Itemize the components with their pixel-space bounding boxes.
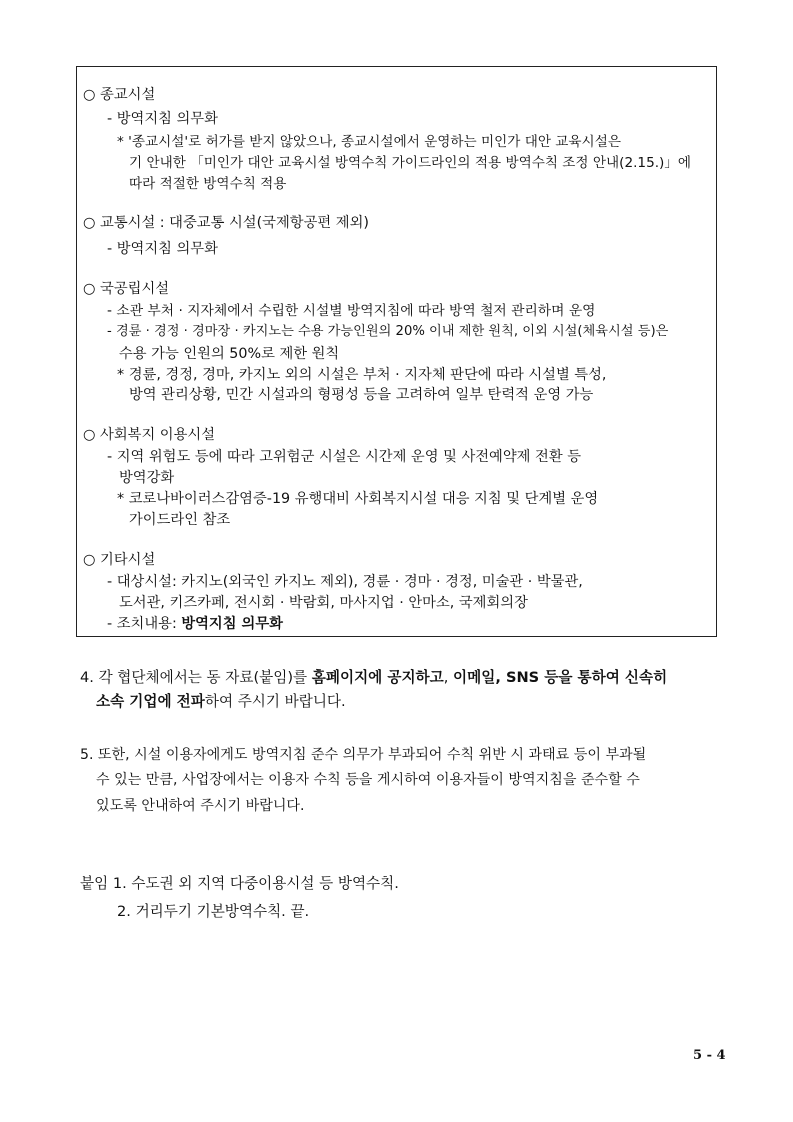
paragraph-5-line-3: 있도록 안내하여 주시기 바랍니다. — [96, 798, 305, 814]
welfare-item-1-line-2: 방역강화 — [119, 470, 175, 486]
p4-bold-spread: 소속 기업에 전파 — [96, 693, 205, 710]
section-title-transport: ○ 교통시설 : 대중교통 시설(국제항공편 제외) — [83, 215, 369, 231]
public-item-2-line-1: - 경륜 · 경정 · 경마장 · 카지노는 수용 가능인원의 20% 이내 제한 원칙, 이외 시설(체육시설 등)은 — [107, 324, 669, 339]
attachment-2: 2. 거리두기 기본방역수칙. 끝. — [117, 903, 310, 920]
section-title-other: ○ 기타시설 — [83, 552, 156, 568]
transport-item-1: - 방역지침 의무화 — [107, 241, 218, 257]
other-item-1-line-1: - 대상시설: 카지노(외국인 카지노 제외), 경륜 · 경마 · 경정, 미술관 · 박물관, — [107, 574, 583, 590]
religion-note-line-2: 기 안내한 「미인가 대안 교육시설 방역수칙 가이드라인의 적용 방역수칙 조정 안내(2.15.)」에 — [129, 155, 692, 171]
religion-note-text-1: * '종교시설'로 허가를 받지 않았으나, 종교시설에서 운영하는 미인가 대안 교육시설은 — [117, 134, 621, 150]
other-item-2-bold: 방역지침 의무화 — [181, 616, 283, 632]
section-title-welfare: ○ 사회복지 이용시설 — [83, 427, 216, 443]
p4-rest: 하여 주시기 바랍니다. — [204, 693, 346, 710]
p4-bold-email: 이메일, SNS 등을 통하여 신속히 — [453, 669, 668, 686]
p4-seg1: 4. 각 협단체에서는 동 자료(붙임)를 — [80, 669, 312, 686]
page-number: 5 - 4 — [693, 1048, 726, 1063]
guidelines-box — [76, 66, 717, 637]
welfare-item-1-line-1: - 지역 위험도 등에 따라 고위험군 시설은 시간제 운영 및 사전예약제 전환 등 — [107, 449, 582, 465]
paragraph-4-line-2 — [96, 692, 346, 712]
p4-seg3: , — [443, 669, 454, 686]
section-title-religion: ○ 종교시설 — [83, 87, 156, 103]
paragraph-5-line-1: 5. 또한, 시설 이용자에게도 방역지침 준수 의무가 부과되어 수칙 위반 시 과태료 등이 부과될 — [80, 747, 647, 763]
public-note-line-1: * 경륜, 경정, 경마, 카지노 외의 시설은 부처 · 지자체 판단에 따라 시설별 특성, — [117, 367, 607, 383]
public-item-1: - 소관 부처 · 지자체에서 수립한 시설별 방역지침에 따라 방역 철저 관리하며 운영 — [107, 303, 596, 319]
religion-note-line-3: 따라 적절한 방역수칙 적용 — [129, 176, 287, 192]
other-item-1-line-2: 도서관, 키즈카페, 전시회 · 박람회, 마사지업 · 안마소, 국제회의장 — [119, 595, 528, 611]
welfare-note-line-1: * 코로나바이러스감염증-19 유행대비 사회복지시설 대응 지침 및 단계별 운영 — [117, 491, 599, 507]
other-item-2 — [107, 614, 283, 634]
p4-bold-notice: 홈페이지에 공지하고 — [311, 669, 444, 686]
attachment-1: 붙임 1. 수도권 외 지역 다중이용시설 등 방역수칙. — [80, 875, 399, 892]
paragraph-5-line-2: 수 있는 만큼, 사업장에서는 이용자 수칙 등을 게시하여 이용자들이 방역지침을 준수할 수 — [96, 772, 640, 788]
public-item-2-line-2: 수용 가능 인원의 50%로 제한 원칙 — [119, 346, 340, 362]
religion-note-line-1 — [117, 132, 711, 152]
other-item-2-label: - 조치내용: — [107, 616, 182, 632]
public-note-line-2: 방역 관리상황, 민간 시설과의 형평성 등을 고려하여 일부 탄력적 운영 가능 — [129, 387, 594, 403]
section-title-public: ○ 국공립시설 — [83, 281, 170, 297]
religion-item-1: - 방역지침 의무화 — [107, 111, 218, 127]
paragraph-4-line-1 — [80, 668, 667, 688]
welfare-note-line-2: 가이드라인 참조 — [129, 512, 231, 528]
